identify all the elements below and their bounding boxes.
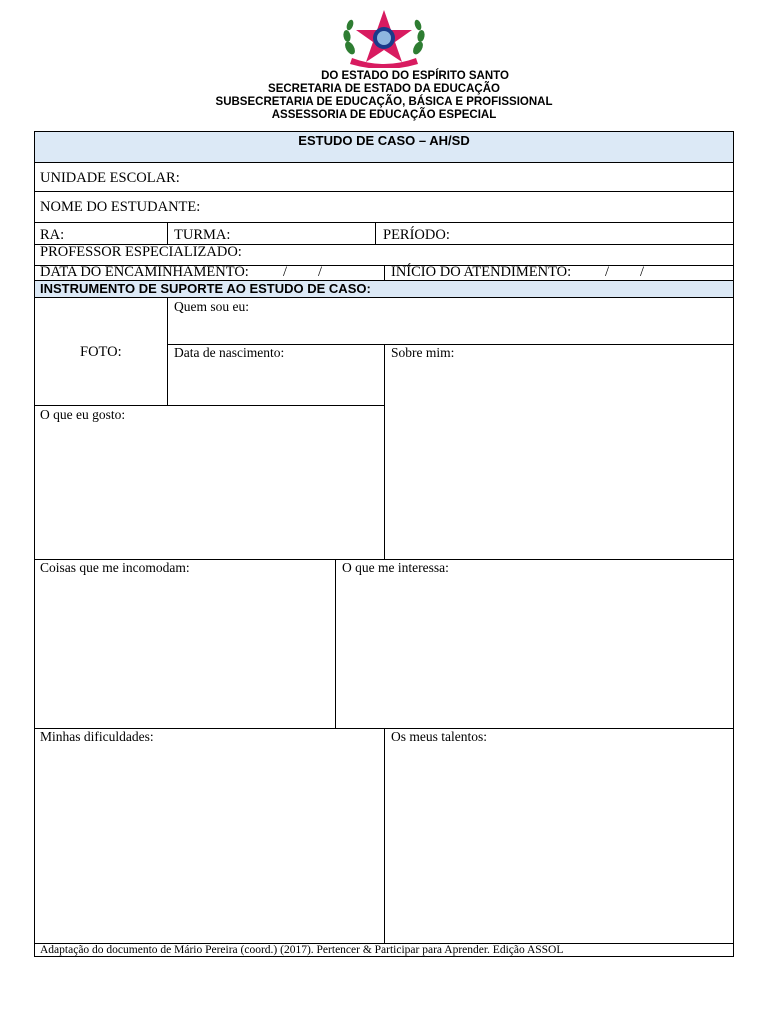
data-encaminhamento-label: DATA DO ENCAMINHAMENTO: <box>40 264 249 280</box>
foto-label: FOTO: <box>80 344 122 360</box>
sobre-mim-label: Sobre mim: <box>391 345 455 360</box>
header-line-secretariat: SECRETARIA DE ESTADO DA EDUCAÇÃO <box>268 83 500 95</box>
data-nascimento-label: Data de nascimento: <box>174 345 285 360</box>
date-slash: / <box>605 264 610 280</box>
date-slash: / <box>283 264 288 280</box>
coisas-incomodam-label: Coisas que me incomodam: <box>40 560 190 575</box>
professor-label: PROFESSOR ESPECIALIZADO: <box>40 244 242 260</box>
nome-estudante-label: NOME DO ESTUDANTE: <box>40 199 201 215</box>
form-title: ESTUDO DE CASO – AH/SD <box>298 133 470 148</box>
coat-of-arms-icon <box>338 8 430 68</box>
instrumento-title: INSTRUMENTO DE SUPORTE AO ESTUDO DE CASO: <box>40 281 371 296</box>
meus-talentos-label: Os meus talentos: <box>391 729 487 744</box>
ra-label: RA: <box>40 227 65 243</box>
header-line-subsecretariat: SUBSECRETARIA DE EDUCAÇÃO, BÁSICA E PROFISSIONAL <box>215 96 553 108</box>
date-slash: / <box>640 264 645 280</box>
o-que-interessa-label: O que me interessa: <box>342 560 449 575</box>
inicio-atendimento-label: INÍCIO DO ATENDIMENTO: <box>391 264 572 280</box>
case-study-form <box>34 131 734 957</box>
turma-label: TURMA: <box>174 227 231 243</box>
periodo-label: PERÍODO: <box>383 227 450 243</box>
date-slash: / <box>318 264 323 280</box>
header-line-assessoria: ASSESSORIA DE EDUCAÇÃO ESPECIAL <box>271 109 497 121</box>
form-footer-citation: Adaptação do documento de Mário Pereira (coord.) (2017). Pertencer & Participar para Aprender. Edição ASSOL <box>40 944 564 956</box>
unidade-escolar-label: UNIDADE ESCOLAR: <box>40 170 180 186</box>
header-line-state: DO ESTADO DO ESPÍRITO SANTO <box>321 70 509 82</box>
minhas-dificuldades-label: Minhas dificuldades: <box>40 729 154 744</box>
o-que-eu-gosto-label: O que eu gosto: <box>40 407 126 422</box>
quem-sou-eu-label: Quem sou eu: <box>174 299 249 314</box>
